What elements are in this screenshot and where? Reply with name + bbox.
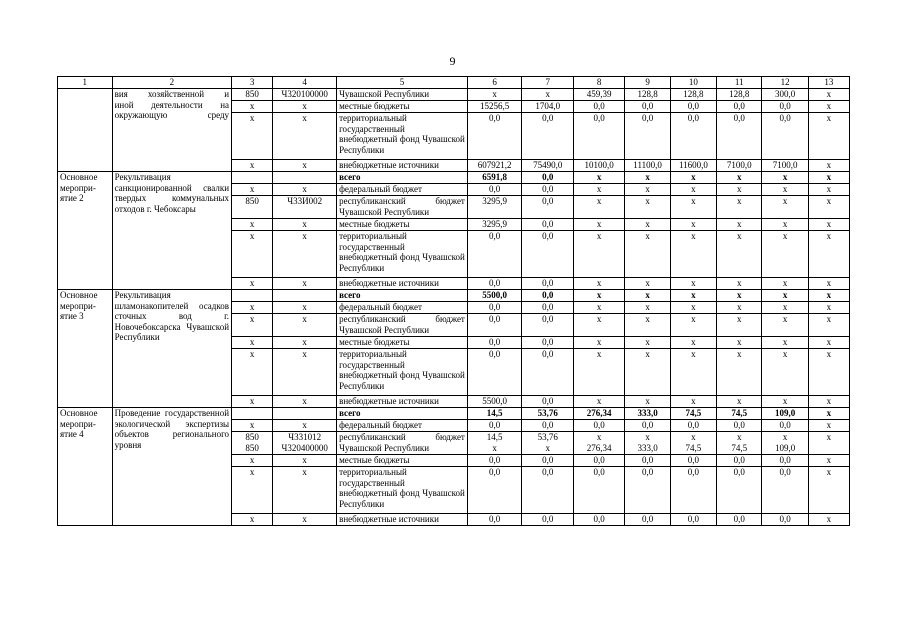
value-cell: x [808,455,849,467]
value-cell: x [762,314,808,337]
value-cell: 5500,0 [467,290,522,302]
funding-source: территориальный государственный внебюджетный фонд Чувашской Республики [337,467,468,514]
value-cell: 0,0 [522,196,573,219]
value-cell: x [273,420,337,432]
value-cell [273,408,337,420]
value-cell: 53,76 [522,408,573,420]
value-cell: 0,0 [573,467,624,514]
funding-source: местные бюджеты [337,337,468,349]
value-cell: x [762,231,808,278]
value-cell: x [625,172,670,184]
value-cell: x [573,172,624,184]
value-cell: 74,5 [670,408,716,420]
value-cell: 0,0 [467,231,522,278]
column-header: 6 [467,77,522,89]
value-cell: 0,0 [467,467,522,514]
value-cell: 0,0 [762,455,808,467]
value-cell: 7100,0 [762,160,808,172]
column-header: 9 [625,77,670,89]
value-cell: x [808,278,849,290]
value-cell: 0,0 [522,467,573,514]
value-cell: x [625,314,670,337]
description-line: иной деятельности на [114,99,230,110]
value-cell: x [670,290,716,302]
value-cell: 0,0 [522,231,573,278]
value-cell: x [808,160,849,172]
value-cell: 0,0 [522,290,573,302]
value-cell: x [762,196,808,219]
value-cell: x [573,278,624,290]
value-cell: x [232,219,273,231]
value-cell: Ч331012 Ч320400000 [273,432,337,455]
funding-source: территориальный государственный внебюджетный фонд Чувашской Республики [337,231,468,278]
column-header: 2 [112,77,231,89]
value-cell: x [625,302,670,314]
value-cell: x [808,196,849,219]
funding-source: федеральный бюджет [337,184,468,196]
value-cell: 0,0 [670,113,716,160]
page-number: 9 [449,54,456,68]
value-cell: 0,0 [625,455,670,467]
value-cell: x [808,337,849,349]
value-cell: 0,0 [762,514,808,526]
value-cell: x [625,278,670,290]
value-cell: x [625,290,670,302]
value-cell: 850 [232,89,273,101]
value-cell: x [808,113,849,160]
value-cell: x [232,467,273,514]
value-cell: x [625,196,670,219]
value-cell: x [573,396,624,408]
value-cell: x [717,349,762,396]
value-cell: 15256,5 [467,101,522,113]
value-cell: x 109,0 [762,432,808,455]
column-header: 3 [232,77,273,89]
column-header: 12 [762,77,808,89]
value-cell: 0,0 [625,467,670,514]
value-cell: x [808,184,849,196]
value-cell: 109,0 [762,408,808,420]
value-cell: x [762,172,808,184]
value-cell: x [762,219,808,231]
value-cell: x [717,302,762,314]
value-cell: x [522,89,573,101]
value-cell: x [232,420,273,432]
value-cell: x 276,34 [573,432,624,455]
value-cell: x [670,314,716,337]
funding-source: местные бюджеты [337,219,468,231]
value-cell: x [762,184,808,196]
value-cell: x [232,160,273,172]
value-cell: 0,0 [522,113,573,160]
value-cell: 1704,0 [522,101,573,113]
value-cell: 0,0 [467,184,522,196]
value-cell: Ч33И002 [273,196,337,219]
value-cell: x [273,396,337,408]
value-cell: x [717,196,762,219]
value-cell: 0,0 [625,514,670,526]
value-cell: 0,0 [670,101,716,113]
value-cell: x [717,184,762,196]
value-cell: x [232,302,273,314]
value-cell: 276,34 [573,408,624,420]
value-cell: 7100,0 [717,160,762,172]
value-cell: 0,0 [522,219,573,231]
value-cell: 3295,9 [467,196,522,219]
value-cell: x [808,290,849,302]
value-cell [232,408,273,420]
column-header: 11 [717,77,762,89]
value-cell: x [670,231,716,278]
value-cell: x [232,184,273,196]
value-cell [232,290,273,302]
value-cell: x [717,290,762,302]
measure-description [112,89,231,172]
funding-source: республиканский бюджет Чувашской Республики [337,432,468,455]
value-cell: 0,0 [573,101,624,113]
budget-table [57,76,850,526]
value-cell: x [762,278,808,290]
value-cell: 0,0 [522,420,573,432]
column-header: 8 [573,77,624,89]
value-cell: x [762,396,808,408]
funding-source: республиканский бюджет Чувашской Республики [337,314,468,337]
value-cell: 0,0 [467,349,522,396]
value-cell: 607921,2 [467,160,522,172]
value-cell [232,172,273,184]
value-cell: x [808,349,849,396]
value-cell: 300,0 [762,89,808,101]
value-cell: x [273,337,337,349]
table-row [58,290,850,302]
value-cell: x [808,396,849,408]
value-cell: x [670,396,716,408]
value-cell: 0,0 [522,337,573,349]
value-cell: x [273,455,337,467]
value-cell: x [717,396,762,408]
value-cell: x 74,5 [670,432,716,455]
value-cell: x [573,349,624,396]
funding-source: местные бюджеты [337,455,468,467]
value-cell: x [808,302,849,314]
value-cell: 5500,0 [467,396,522,408]
value-cell: 75490,0 [522,160,573,172]
value-cell [273,172,337,184]
value-cell: 0,0 [717,420,762,432]
value-cell: 0,0 [467,337,522,349]
value-cell: x [232,231,273,278]
value-cell: x [625,184,670,196]
value-cell: x [717,231,762,278]
value-cell: 0,0 [717,455,762,467]
value-cell: 0,0 [762,113,808,160]
value-cell: x [762,337,808,349]
funding-source: территориальный государственный внебюджетный фонд Чувашской Республики [337,113,468,160]
value-cell: 0,0 [522,184,573,196]
value-cell: 0,0 [522,455,573,467]
value-cell: x [808,432,849,455]
value-cell: 0,0 [467,113,522,160]
value-cell: Ч320100000 [273,89,337,101]
value-cell: x [232,514,273,526]
value-cell: 0,0 [670,514,716,526]
value-cell: 0,0 [467,455,522,467]
value-cell: x [273,160,337,172]
value-cell: 0,0 [670,420,716,432]
funding-source: местные бюджеты [337,101,468,113]
value-cell: x [273,467,337,514]
value-cell: 0,0 [522,396,573,408]
value-cell: x [808,231,849,278]
measure-label: Основное меропри-ятие 4 [58,408,113,526]
value-cell: x [573,290,624,302]
value-cell: 0,0 [467,302,522,314]
value-cell: x [273,514,337,526]
column-header: 1 [58,77,113,89]
value-cell: x [273,219,337,231]
column-header: 4 [273,77,337,89]
value-cell: 0,0 [573,514,624,526]
column-header: 10 [670,77,716,89]
value-cell: x [273,314,337,337]
value-cell: x [670,278,716,290]
value-cell: x [670,196,716,219]
value-cell: 0,0 [717,101,762,113]
column-header: 13 [808,77,849,89]
value-cell: 0,0 [762,101,808,113]
value-cell: x [232,337,273,349]
value-cell: 0,0 [573,455,624,467]
measure-label: Основное меропри-ятие 3 [58,290,113,408]
value-cell: 0,0 [717,113,762,160]
value-cell: 128,8 [625,89,670,101]
value-cell: x [808,514,849,526]
measure-description: Рекультивация шламонакопителей осадков сточных вод г. Новочебоксарска Чувашской Республики [112,290,231,408]
value-cell: x [232,455,273,467]
funding-source: Чувашской Республики [337,89,468,101]
value-cell: 0,0 [762,467,808,514]
value-cell: x [670,337,716,349]
measure-description: Рекультивация санкционированной свалки твердых коммунальных отходов г. Чебоксары [112,172,231,290]
value-cell: 0,0 [717,467,762,514]
value-cell: 10100,0 [573,160,624,172]
value-cell: x [573,196,624,219]
value-cell: x [573,302,624,314]
value-cell: 459,39 [573,89,624,101]
funding-source: всего [337,408,468,420]
value-cell: x [625,231,670,278]
value-cell: x 333,0 [625,432,670,455]
value-cell: x [808,219,849,231]
value-cell: x [273,101,337,113]
funding-source: всего [337,290,468,302]
value-cell: x [808,420,849,432]
value-cell: 0,0 [670,455,716,467]
column-header: 7 [522,77,573,89]
funding-source: республиканский бюджет Чувашской Республики [337,196,468,219]
value-cell: 0,0 [717,514,762,526]
funding-source: федеральный бюджет [337,302,468,314]
value-cell: 0,0 [522,514,573,526]
value-cell: 0,0 [762,420,808,432]
value-cell: x [808,314,849,337]
value-cell: 53,76 x [522,432,573,455]
value-cell: 74,5 [717,408,762,420]
value-cell: x [808,101,849,113]
value-cell: x [762,290,808,302]
value-cell: 128,8 [670,89,716,101]
funding-source: территориальный государственный внебюджетный фонд Чувашской Республики [337,349,468,396]
table-row [58,89,850,101]
funding-source: внебюджетные источники [337,514,468,526]
value-cell: x [625,219,670,231]
value-cell: x [670,349,716,396]
value-cell: x [467,89,522,101]
value-cell: x [273,184,337,196]
empty-cell [58,89,113,172]
table-row [58,408,850,420]
value-cell: 0,0 [522,172,573,184]
value-cell: x [808,89,849,101]
value-cell: 128,8 [717,89,762,101]
value-cell: 0,0 [522,349,573,396]
value-cell: x [232,396,273,408]
table-row [58,172,850,184]
value-cell: 14,5 x [467,432,522,455]
measure-label: Основное меропри-ятие 2 [58,172,113,290]
value-cell: x [232,101,273,113]
value-cell: 0,0 [467,314,522,337]
value-cell: 14,5 [467,408,522,420]
header-row [58,77,850,89]
funding-source: внебюджетные источники [337,396,468,408]
value-cell: x [717,172,762,184]
value-cell: x [625,337,670,349]
value-cell: 11100,0 [625,160,670,172]
value-cell: x [273,302,337,314]
value-cell: 3295,9 [467,219,522,231]
value-cell: 333,0 [625,408,670,420]
value-cell: x [717,278,762,290]
value-cell: x [573,231,624,278]
value-cell: 0,0 [625,113,670,160]
value-cell: 0,0 [670,467,716,514]
funding-source: всего [337,172,468,184]
value-cell: 11600,0 [670,160,716,172]
funding-source: внебюджетные источники [337,160,468,172]
value-cell: x [273,113,337,160]
value-cell: x [232,113,273,160]
column-header: 5 [337,77,468,89]
value-cell: x [670,302,716,314]
value-cell: x [670,184,716,196]
value-cell: x 74,5 [717,432,762,455]
value-cell: x [808,408,849,420]
value-cell: x [273,278,337,290]
value-cell: x [625,396,670,408]
value-cell: x [717,219,762,231]
value-cell: x [232,349,273,396]
description-line: вия хозяйственной и [114,89,230,99]
value-cell: x [808,467,849,514]
value-cell: x [273,231,337,278]
value-cell: 0,0 [522,302,573,314]
value-cell: x [232,278,273,290]
value-cell: x [762,302,808,314]
value-cell [273,290,337,302]
funding-source: внебюджетные источники [337,278,468,290]
value-cell: x [717,337,762,349]
value-cell: x [573,337,624,349]
value-cell: x [573,184,624,196]
value-cell: x [808,172,849,184]
value-cell: 0,0 [573,420,624,432]
funding-source: федеральный бюджет [337,420,468,432]
value-cell: 0,0 [573,113,624,160]
value-cell: x [573,219,624,231]
value-cell: 0,0 [522,278,573,290]
value-cell: x [670,172,716,184]
value-cell: x [670,219,716,231]
value-cell: 0,0 [522,314,573,337]
value-cell: 850 [232,196,273,219]
value-cell: x [573,314,624,337]
value-cell: 850 850 [232,432,273,455]
value-cell: 0,0 [625,420,670,432]
value-cell: 0,0 [467,278,522,290]
value-cell: x [762,349,808,396]
measure-description: Проведение государственной экологической экспертизы объектов регионального уровня [112,408,231,526]
value-cell: x [717,314,762,337]
value-cell: x [273,349,337,396]
value-cell: 6591,8 [467,172,522,184]
value-cell: 0,0 [467,420,522,432]
value-cell: 0,0 [467,514,522,526]
value-cell: x [625,349,670,396]
value-cell: x [232,314,273,337]
description-line: окружающую среду [114,110,230,120]
value-cell: 0,0 [625,101,670,113]
